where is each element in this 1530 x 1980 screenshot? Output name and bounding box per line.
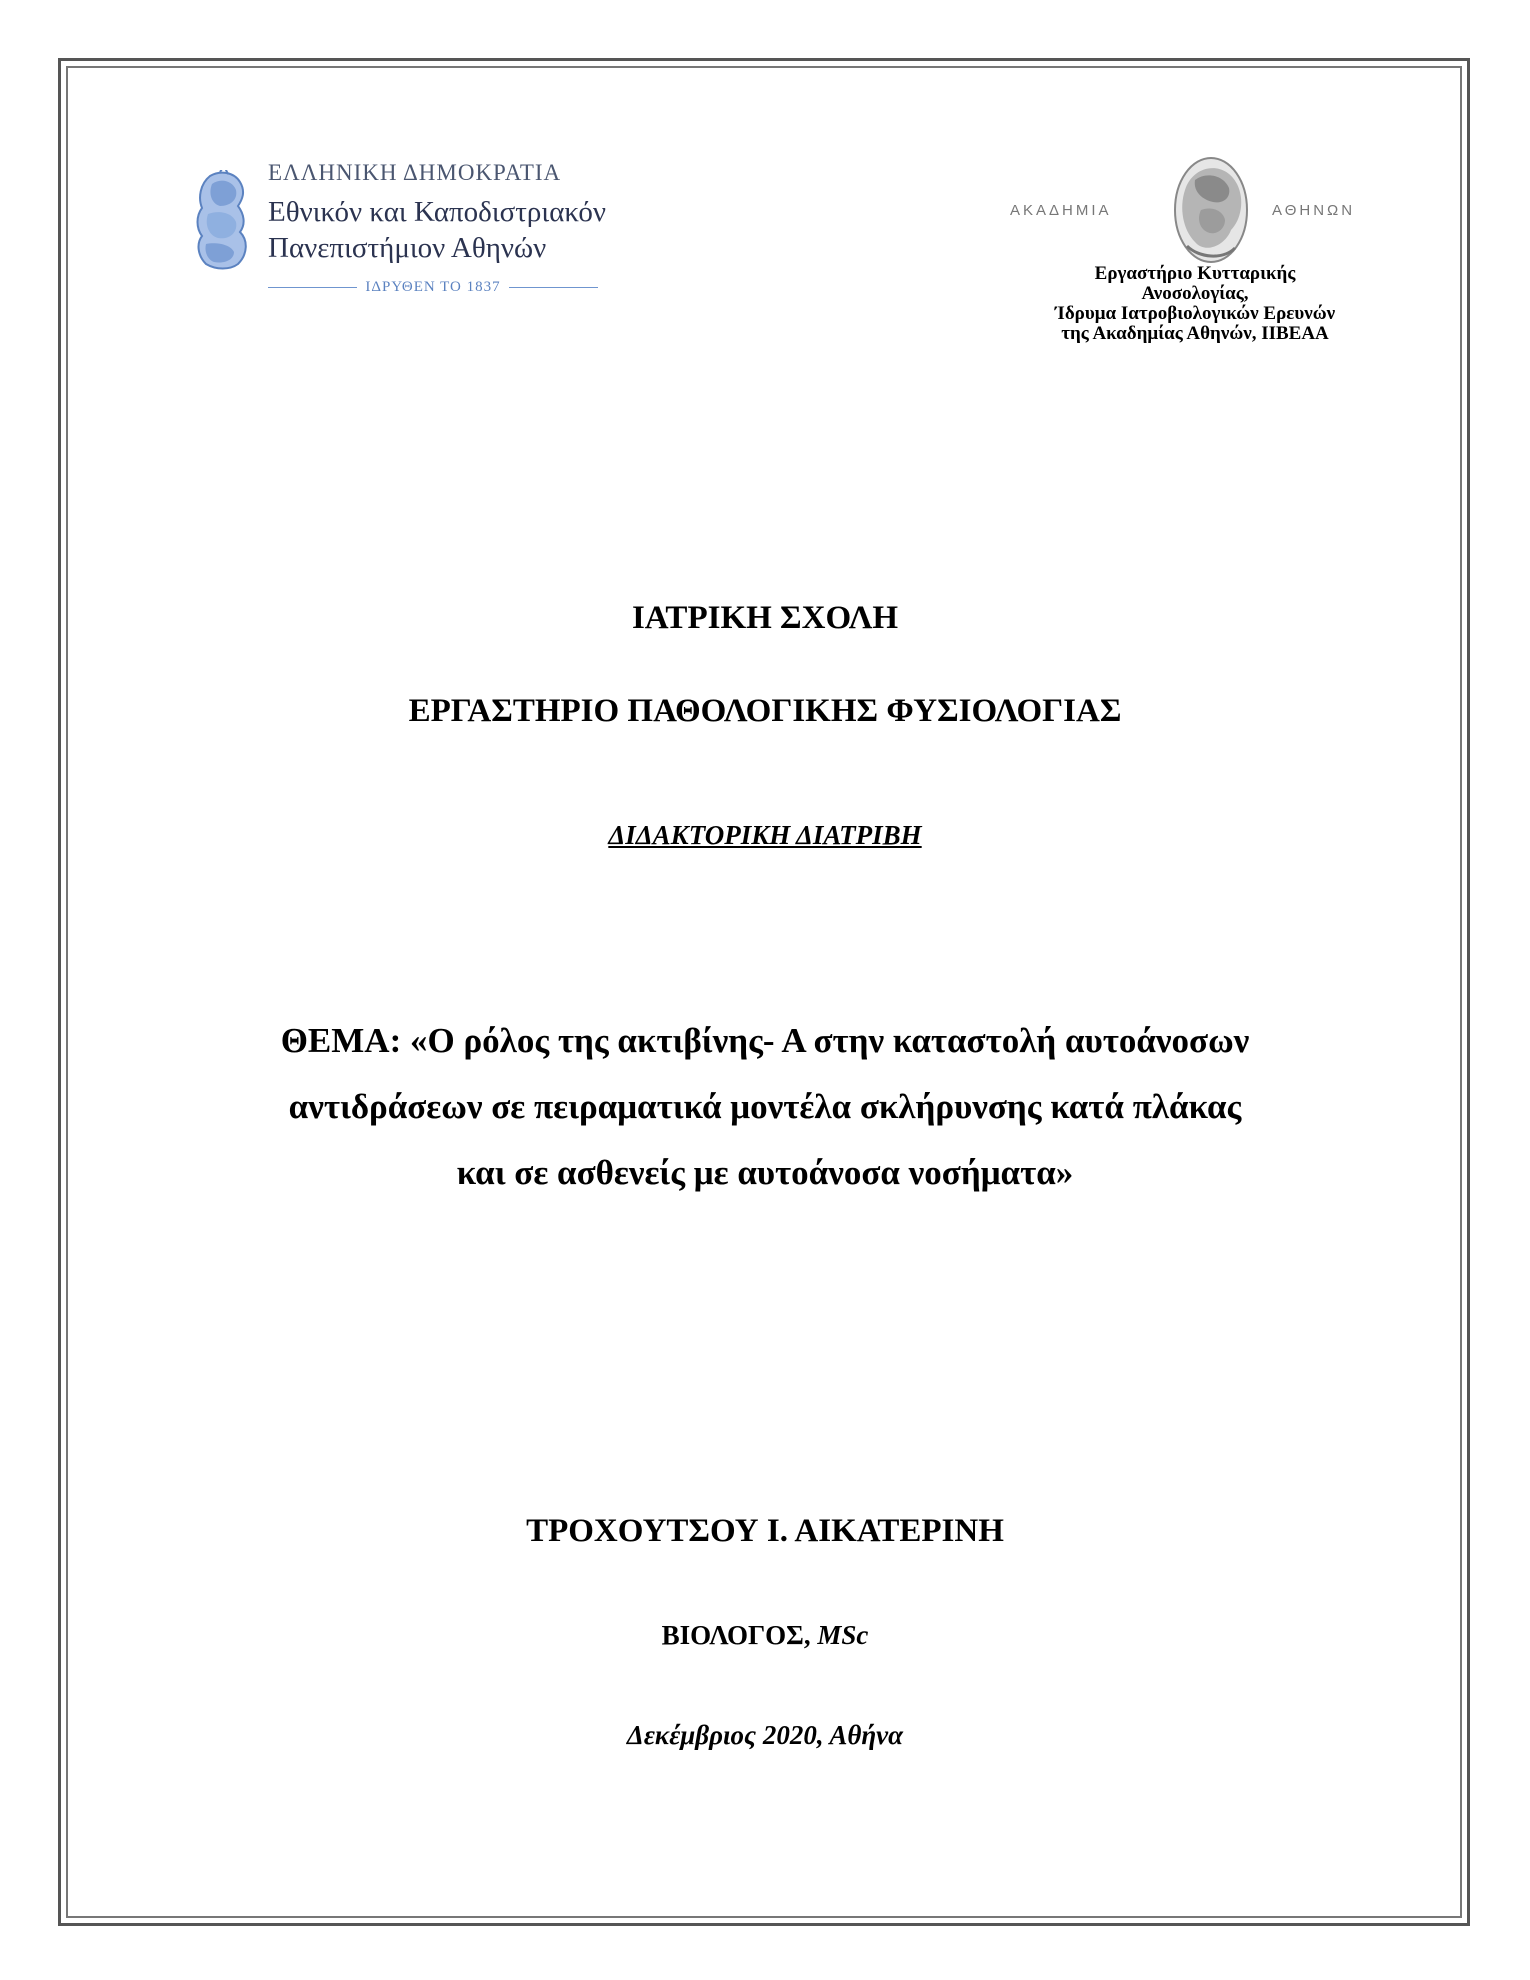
founded-rule-right	[509, 287, 598, 288]
academy-caption-line: Εργαστήριο Κυτταρικής	[1094, 263, 1296, 284]
academy-logo	[1000, 150, 1390, 365]
document-type: ΔΙΔΑΚΤΟΡΙΚΗ ΔΙΑΤΡΙΒΗ	[608, 820, 922, 850]
founded-rule-left	[268, 287, 357, 288]
academy-word-right: ΑΘΗΝΩΝ	[1272, 202, 1356, 219]
topic-line: αντιδράσεων σε πειραματικά μοντέλα σκλήρυνσης κατά πλάκας	[288, 1087, 1242, 1126]
uoa-founded	[268, 277, 598, 297]
degree-label: ΒΙΟΛΟΓΟΣ,	[661, 1620, 811, 1650]
academy-word-left: ΑΚΑΔΗΜΙΑ	[1010, 202, 1112, 219]
author-name: ΤΡΟΧΟΥΤΣΟΥ Ι. ΑΙΚΑΤΕΡΙΝΗ	[526, 1513, 1004, 1549]
academy-caption-line: Ανοσολογίας,	[1141, 283, 1249, 304]
uoa-republic-label: ΕΛΛΗΝΙΚΗ ΔΗΜΟΚΡΑΤΙΑ	[268, 160, 562, 185]
degree-suffix: MSc	[817, 1620, 869, 1650]
uoa-logo	[190, 160, 710, 300]
topic-line: και σε ασθενείς με αυτοάνοσα νοσήματα»	[456, 1153, 1074, 1192]
author-degree	[0, 1620, 1530, 1651]
academy-caption-line: Ίδρυμα Ιατροβιολογικών Ερευνών	[1054, 303, 1336, 324]
uoa-name-line2: Πανεπιστήμιον Αθηνών	[268, 232, 547, 264]
school-heading: ΙΑΤΡΙΚΗ ΣΧΟΛΗ	[631, 600, 899, 636]
academy-caption-line: της Ακαδημίας Αθηνών, ΙΙΒΕΑΑ	[1061, 323, 1329, 344]
uoa-founded-label: ΙΔΡΥΘΕΝ ΤΟ 1837	[365, 278, 501, 295]
topic-line: ΘΕΜΑ: «Ο ρόλος της ακτιβίνης- Α στην καταστολή αυτοάνοσων	[280, 1021, 1250, 1060]
athena-crest-icon	[190, 170, 252, 272]
uoa-name-line1: Εθνικόν και Καποδιστριακόν	[268, 196, 606, 228]
thesis-topic	[0, 1008, 1530, 1206]
academy-caption	[1000, 264, 1390, 344]
laboratory-heading: ΕΡΓΑΣΤΗΡΙΟ ΠΑΘΟΛΟΓΙΚΗΣ ΦΥΣΙΟΛΟΓΙΑΣ	[408, 693, 1122, 729]
athena-head-icon	[1165, 150, 1257, 268]
date-place: Δεκέμβριος 2020, Αθήνα	[626, 1720, 904, 1750]
